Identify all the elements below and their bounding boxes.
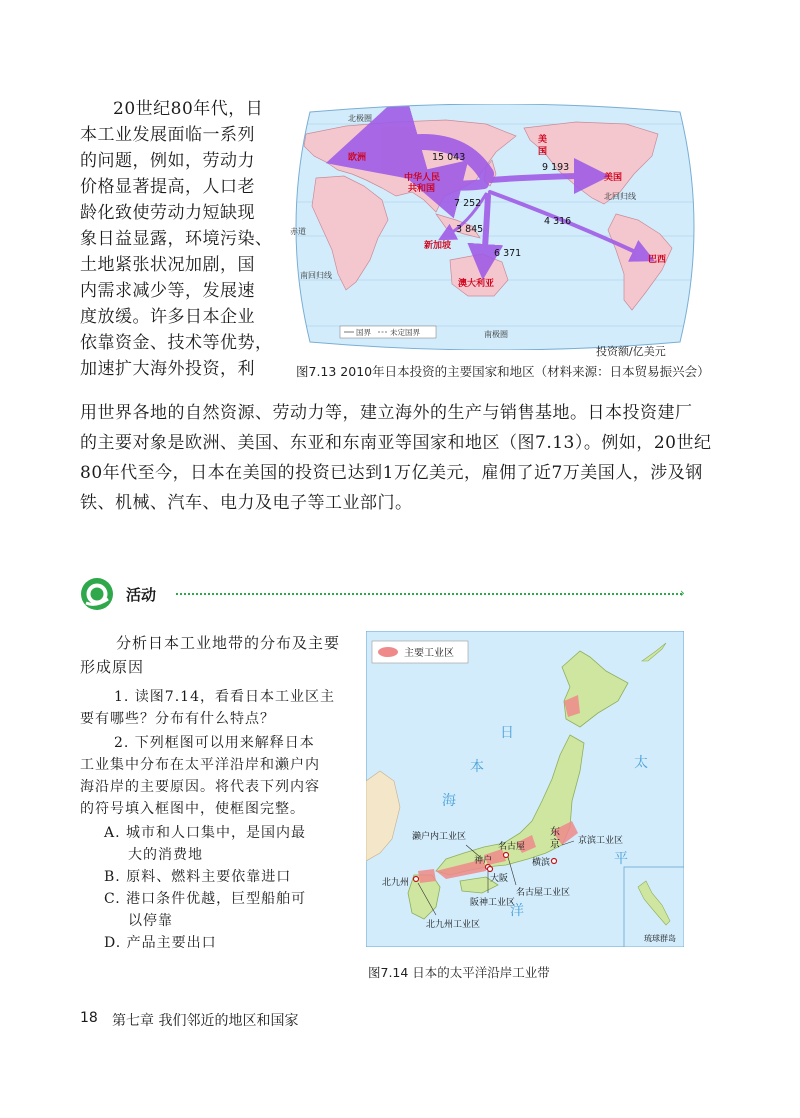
option-c: 以停靠 <box>128 913 173 929</box>
option-d: D. 产品主要出口 <box>104 935 217 951</box>
question-1: 1. 读图7.14，看看日本工业区主 <box>114 689 335 705</box>
label-sea-hai: 海 <box>442 793 456 809</box>
label-osaka: 大阪 <box>490 874 509 884</box>
arrow-to-australia <box>484 196 488 262</box>
label-pac-ping: 平 <box>614 851 628 867</box>
value-europe: 15 043 <box>432 152 466 163</box>
option-b: B. 原料、燃料主要依靠进口 <box>104 869 292 885</box>
legend-industrial: 主要工业区 <box>404 648 454 659</box>
label-singapore: 新加坡 <box>424 241 452 251</box>
label-arctic: 北极圈 <box>348 114 372 123</box>
label-pac-yang: 洋 <box>510 903 524 919</box>
osaka-marker <box>488 867 493 872</box>
label-ryukyu: 琉球群岛 <box>644 934 676 943</box>
label-china-2: 共和国 <box>408 184 436 194</box>
legend-border: 国界 <box>356 328 371 337</box>
kitakyushu-marker <box>414 877 419 882</box>
intro-line: 土地紧张状况加剧，国 <box>80 255 255 275</box>
option-a: A. 城市和人口集中，是国内最 <box>104 825 307 841</box>
label-tokyo-2: 京 <box>550 839 560 850</box>
label-nagoya-zone: 名古屋工业区 <box>516 888 571 898</box>
intro-line: 80年代至今，日本在美国的投资已达到1万亿美元，雇佣了近7万美国人，涉及钢 <box>80 463 703 483</box>
japan-industrial-map <box>366 631 684 947</box>
label-antarctic: 南极圈 <box>484 330 508 339</box>
question-1: 要有哪些？分布有什么特点？ <box>80 711 275 727</box>
yokohama-marker <box>552 859 557 864</box>
intro-line: 铁、机械、汽车、电力及电子等工业部门。 <box>80 493 413 513</box>
intro-line: 20世纪80年代，日 <box>113 99 264 119</box>
label-tropic-n: 北回归线 <box>604 192 636 201</box>
legend-undetermined: 未定国界 <box>390 328 420 337</box>
label-china-1: 中华人民 <box>404 173 441 183</box>
label-kobe: 神户 <box>474 856 493 866</box>
intro-line: 的主要对象是欧洲、美国、东亚和东南亚等国家和地区（图7.13）。例如，20世纪 <box>80 433 712 453</box>
intro-line: 价格显著提高，人口老 <box>80 177 255 197</box>
label-europe: 欧洲 <box>348 153 367 163</box>
label-sea-ben: 本 <box>470 759 484 775</box>
activity-heading: 分析日本工业地带的分布及主要 <box>116 634 341 652</box>
map-legend <box>340 326 436 338</box>
map-unit-label: 投资额/亿美元 <box>596 345 666 358</box>
figure-7-14-caption: 图7.14 日本的太平洋沿岸工业带 <box>368 965 550 980</box>
activity-arrow-icon: › <box>680 586 685 600</box>
value-brazil: 4 316 <box>544 216 572 227</box>
label-keihin: 京滨工业区 <box>578 836 624 846</box>
option-a: 大的消费地 <box>128 847 203 863</box>
figure-7-13-caption: 图7.13 2010年日本投资的主要国家和地区（材料来源：日本贸易振兴会） <box>296 364 710 379</box>
intro-line: 度放缓。许多日本企业 <box>80 307 255 327</box>
label-setouchi: 濑户内工业区 <box>412 832 467 842</box>
intro-line: 内需求减少等，发展速 <box>80 281 255 301</box>
intro-line: 本工业发展面临一系列 <box>80 125 255 145</box>
question-2: 海沿岸的主要原因。将代表下列内容 <box>80 779 320 795</box>
option-c: C. 港口条件优越，巨型船舶可 <box>104 891 307 907</box>
label-tropic-s: 南回归线 <box>300 271 332 280</box>
nagoya-marker <box>504 853 509 858</box>
intro-line: 加速扩大海外投资，利 <box>80 359 255 379</box>
page-number: 18 <box>80 1010 98 1026</box>
label-brazil: 巴西 <box>648 255 667 265</box>
label-pac-tai: 太 <box>634 755 648 771</box>
label-yokohama: 横滨 <box>532 858 551 868</box>
value-singapore: 3 845 <box>456 224 484 235</box>
intro-line: 依靠资金、技术等优势， <box>80 333 273 353</box>
value-australia: 6 371 <box>494 248 522 259</box>
world-investment-map <box>286 104 704 350</box>
label-nagoya: 名古屋 <box>498 842 526 852</box>
label-sea-ri: 日 <box>500 725 514 741</box>
intro-line: 用世界各地的自然资源、劳动力等，建立海外的生产与销售基地。日本投资建厂 <box>80 403 693 423</box>
label-usa-alaska-2: 国 <box>538 147 548 157</box>
intro-line: 的问题，例如，劳动力 <box>80 151 255 171</box>
activity-divider <box>176 593 682 595</box>
label-tokyo-1: 东 <box>550 827 560 838</box>
intro-line: 龄化致使劳动力短缺现 <box>80 203 255 223</box>
label-equator: 赤道 <box>290 227 306 236</box>
activity-title: 活动 <box>126 586 157 604</box>
question-2: 的符号填入框图中，使框图完整。 <box>80 801 305 817</box>
label-usa: 美国 <box>604 173 623 183</box>
label-usa-alaska: 美 <box>538 135 548 145</box>
activity-heading: 形成原因 <box>80 658 145 676</box>
kitakyushu-zone <box>418 869 436 883</box>
label-kitakyushu-zone: 北九州工业区 <box>426 920 481 930</box>
label-kitakyushu: 北九州 <box>382 878 410 888</box>
value-china: 7 252 <box>454 198 482 209</box>
japan-map-legend <box>372 641 468 663</box>
question-2: 2. 下列框图可以用来解释日本 <box>114 735 315 751</box>
question-2: 工业集中分布在太平洋沿岸和濑户内 <box>80 757 320 773</box>
label-australia: 澳大利亚 <box>458 279 495 289</box>
intro-line: 象日益显露，环境污染、 <box>80 229 273 249</box>
activity-icon <box>80 577 114 611</box>
label-hanshin: 阪神工业区 <box>470 898 516 908</box>
chapter-title: 第七章 我们邻近的地区和国家 <box>112 1013 299 1029</box>
value-usa: 9 193 <box>542 162 570 173</box>
